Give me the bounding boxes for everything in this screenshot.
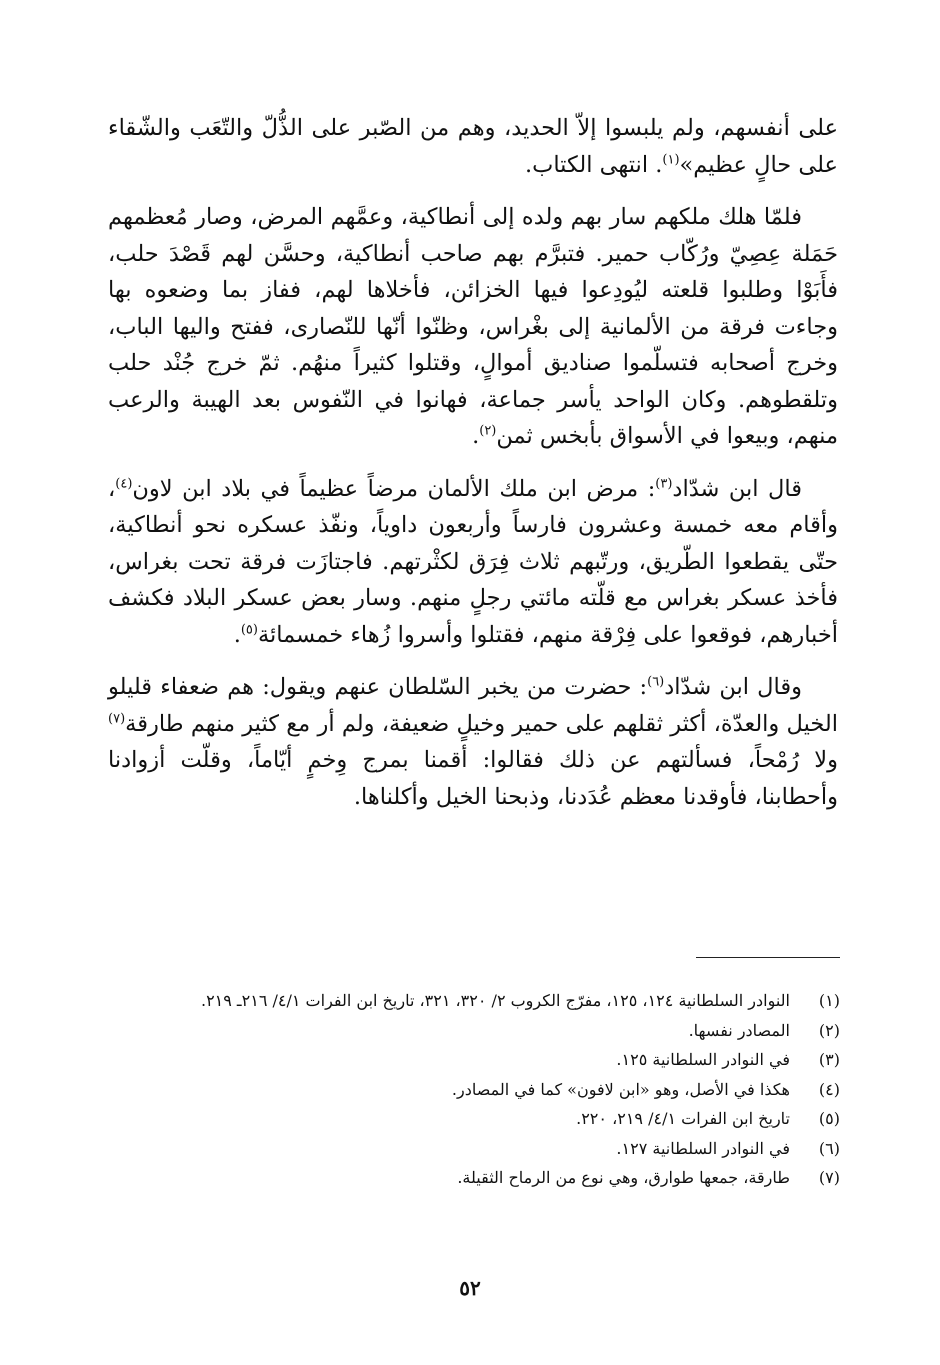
footnote-number: (٧) [818,1168,840,1187]
footnote-text: في النوادر السلطانية ١٢٧. [616,1138,790,1158]
footnote-ref: (٥) [240,622,258,637]
text-run: . [472,423,480,449]
footnote-text: هكذا في الأصل، وهو «ابن لافون» كما في المصادر. [451,1079,790,1099]
footnote-text: طارقة، جمعها طوارق، وهي نوع من الرماح الثقيلة. [457,1168,790,1187]
footnote-number: (١) [818,991,840,1010]
paragraph [108,471,838,654]
footnote [108,1134,840,1164]
footnote-ref: (٢) [479,423,497,439]
footnote-ref: (٤) [115,476,133,491]
text-run: ولا رُمْحاً، فسألتهم عن ذلك فقالوا: أقمنا بمرج وِخمٍ أيّاماً، وقلّت أزوادنا وأحطابنا، فأوقدنا معظم عُدَدنا، وذبحنا الخيل وأكلناها. [108,747,838,810]
text-run: فلمّا هلك ملكهم سار بهم ولده إلى أنطاكية، وعمَّهم المرض، وصار مُعظمهم حَمَلة عِصِيّ ورُكّاب حمير. فتبرَّم بهم صاحب أنطاكية، وحسَّن لهم قَصْدَ حلب، فأَبَوْا وطلبوا قلعته ليُودِعوا فيها الخزائن، فأخلاها لهم، ففاز بما وضعوه بها وجاءت فرقة من الألمانية إلى بغْراس، وظنّوا أنّها للنّصارى، ففتح واليها الباب، وخرج أصحابه فتسلّموا صناديق أموالٍ، وقتلوا كثيراً منهُم. ثمّ خرج جُنْد حلب وتلقطوهم. وكان الواحد يأسر جماعة، فهانوا في النّفوس بعد الهيبة والرعب منهم، وبيعوا في الأسواق بأبخس ثمن [108,204,838,449]
footnote [108,1045,840,1075]
footnote-separator [696,957,840,958]
text-run: ، وأقام معه خمسة وعشرون فارساً وأربعون داوياً، ونفّذ عسكره نحو أنطاكية، حتّى يقطعوا الطّريق، ورتّبهم ثلاث فِرَق لكثْرتهم. فاجتازَت فرقة تحت بغراس، فأخذ عسكر بغراس مع قلّته مائتي رجلٍ منهم. وسار بعض عسكر البلاد فكشف أخبارهم، فوقعوا على فِرْقة منهم، فقتلوا وأسروا زُهاء خمسمائة [108,475,838,648]
footnote [108,1016,840,1046]
footnote [108,986,840,1016]
footnote-ref: (١) [662,152,680,167]
text-run: على أنفسهم، ولم يلبسوا إلاّ الحديد، وهم من الصّبر على الذُّلّ والتّعَب والشّقاء على حالٍ عظيم» [108,115,838,178]
text-run: . انتهى الكتاب. [524,151,663,178]
footnote-text: تاريخ ابن الفرات ٤/١/ ٢١٩، ٢٢٠. [576,1109,790,1128]
footnote-ref: (٦) [647,674,665,690]
footnote-text: المصادر نفسها. [688,1020,790,1040]
footnote-text: في النوادر السلطانية ١٢٥. [616,1050,790,1069]
page-number: ٥٢ [459,1276,481,1300]
footnote-number: (٤) [818,1079,840,1099]
footnote-number: (٦) [818,1138,840,1158]
footnote-text: النوادر السلطانية ١٢٤، ١٢٥، مفرّج الكروب ٢/ ٣٢٠، ٣٢١، تاريخ ابن الفرات ٤/١/ ٢١٦ـ ٢١٩. [200,991,790,1010]
footnote [108,1104,840,1134]
footnote [108,1075,840,1105]
footnote-ref: (٧) [108,711,126,726]
main-text [108,110,838,831]
footnote-ref: (٣) [655,476,673,491]
footnote-number: (٣) [818,1050,840,1069]
text-run: قال ابن شدّاد [672,475,802,502]
footnotes [108,986,840,1193]
footnote-number: (٥) [818,1109,840,1128]
text-run: : مرض ابن ملك الألمان مرضاً عظيماً في بلاد ابن لاون [132,475,656,502]
footnote-number: (٢) [818,1020,840,1040]
text-run: وقال ابن شدّاد [664,674,802,700]
paragraph [108,110,838,183]
paragraph [108,669,838,815]
text-run: : حضرت من يخبر السّلطان عنهم ويقول: هم ضعفاء قليلو الخيل والعدّة، أكثر ثقلهم على حمير وخيلٍ ضعيفة، ولم أر مع كثير منهم طارقة [108,674,838,737]
text-run: . [233,621,241,648]
paragraph [108,199,838,455]
footnote [108,1163,840,1193]
